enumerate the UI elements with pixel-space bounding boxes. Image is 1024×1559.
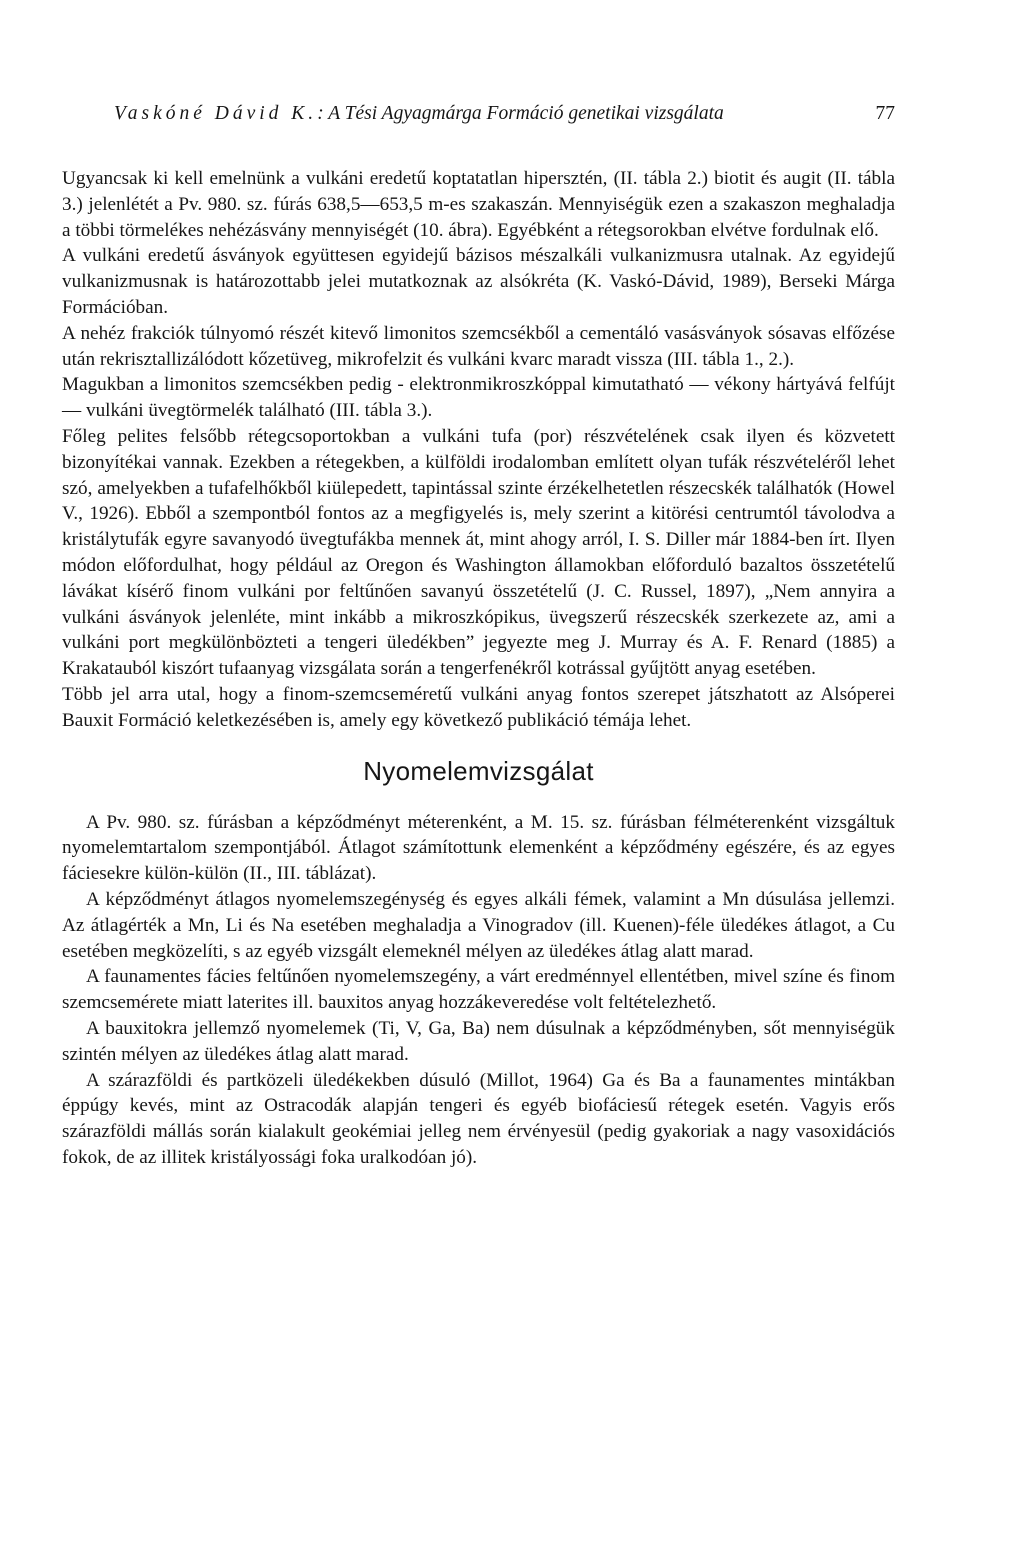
paragraph: Több jel arra utal, hogy a finom-szemcseméretű vulkáni anyag fontos szerepet játszhatott az Alsóperei Bauxit Formáció keletkezésében is, amely egy következő publikáció témája lehet. <box>62 683 895 731</box>
header-title: : A Tési Agyagmárga Formáció genetikai vizsgálata <box>317 103 724 124</box>
paragraph: A bauxitokra jellemző nyomelemek (Ti, V, Ga, Ba) nem dúsulnak a képződményben, sőt mennyiségük szintén mélyen az üledékes átlag alatt marad. <box>62 1017 895 1065</box>
journal-page <box>62 0 895 1559</box>
article-body <box>62 166 895 1171</box>
page-number: 77 <box>875 103 895 124</box>
paragraph: A faunamentes fácies feltűnően nyomelemszegény, a várt eredménnyel ellentétben, mivel színe és finom szemcsemérete miatt laterites ill. bauxitos anyag hozzákeveredése volt feltételezhető. <box>62 966 895 1014</box>
paragraph: Főleg pelites felsőbb rétegcsoportokban a vulkáni tufa (por) részvételének csak ilyen és közvetett bizonyítékai vannak. Ezekben a rétegekben, a külföldi irodalomban említett olyan tufák részvételéről lehet szó, amelyekben a tufafelhőkből kiülepedett, tapintással szinte érzékelhetetlen részecskék találhatók (Howel V., 1926). Ebből a szempontból fontos az a megfigyelés is, mely szerint a kitörési centrumtól távolodva a kristálytufák egyre savanyodó üvegtufákba mennek át, mint ahogy arról, I. S. Diller már 1884-ben írt. Ilyen módon előfordulhat, hogy például az Oregon és Washington államokban előforduló bazaltos összetételű lávákat kísérő finom vulkáni por feltűnően savanyú összetételű (J. C. Russel, 1897), „Nem annyira a vulkáni ásványok jelenléte, mint inkább a mikroszkópikus, üvegszerű részecskék szerkezete az, ami a vulkáni port megkülönbözteti a tengeri üledékben” jegyezte meg J. Murray és A. F. Renard (1885) a Krakatauból kiszórt tufaanyag vizsgálata során a tengerfenékről kotrással gyűjtött anyag esetében. <box>62 425 895 680</box>
paragraph: A képződményt átlagos nyomelemszegénység és egyes alkáli fémek, valamint a Mn dúsulása jellemzi. Az átlagérték a Mn, Li és Na esetében meghaladja a Vinogradov (ill. Kuenen)-féle üledékes átlagot, a Cu esetében megközelíti, s az egyéb vizsgált elemeknél mélyen az üledékes átlag alatt marad. <box>62 888 895 962</box>
paragraph: Magukban a limonitos szemcsékben pedig - elektronmikroszkóppal kimutatható — vékony hártyává felfújt — vulkáni üvegtörmelék található (III. tábla 3.). <box>62 374 895 422</box>
paragraph: Ugyancsak ki kell emelnünk a vulkáni eredetű koptatatlan hipersztén, (II. tábla 2.) biotit és augit (II. tábla 3.) jelenlétét a Pv. 980. sz. fúrás 638,5—653,5 m-es szakaszán. Mennyiségük ezen a szakaszon meghaladja a többi törmelékes nehézásvány mennyiségét (10. ábra). Egyébként a rétegsorokban elvétve fordulnak elő. <box>62 168 895 241</box>
header-author: Vaskóné Dávid K. <box>114 103 318 124</box>
paragraph: A szárazföldi és partközeli üledékekben dúsuló (Millot, 1964) Ga és Ba a faunamentes mintákban éppúgy kevés, mint az Ostracodák alapján tengeri és egyéb biofáciesű rétegek esetén. Vagyis erős szárazföldi mállás során kialakult geokémiai jelleg nem érvényesül (pedig gyakoriak a nagy vasoxidációs fokok, de az illitek kristályossági foka uralkodóan jó). <box>62 1069 895 1168</box>
paragraph: A nehéz frakciók túlnyomó részét kitevő limonitos szemcsékből a cementáló vasásványok sósavas elfőzése után rekrisztallizálódott kőzetüveg, mikrofelzit és vulkáni kvarc maradt vissza (III. tábla 1., 2.). <box>62 322 895 370</box>
section-heading: Nyomelemvizsgálat <box>363 755 594 786</box>
paragraph: A vulkáni eredetű ásványok együttesen egyidejű bázisos mészalkáli vulkanizmusra utalnak. Az egyidejű vulkanizmusnak is határozottabb jelei mutatkoznak az alsókréta (K. Vaskó-Dávid, 1989), Berseki Márga Formációban. <box>62 245 895 318</box>
paragraph: A Pv. 980. sz. fúrásban a képződményt méterenként, a M. 15. sz. fúrásban félméterenként vizsgáltuk nyomelemtartalom szempontjából. Átlagot számítottunk elemenként a képződmény egészére, és az egyes fáciesekre külön-külön (II., III. táblázat). <box>62 811 895 885</box>
running-header <box>114 101 895 127</box>
